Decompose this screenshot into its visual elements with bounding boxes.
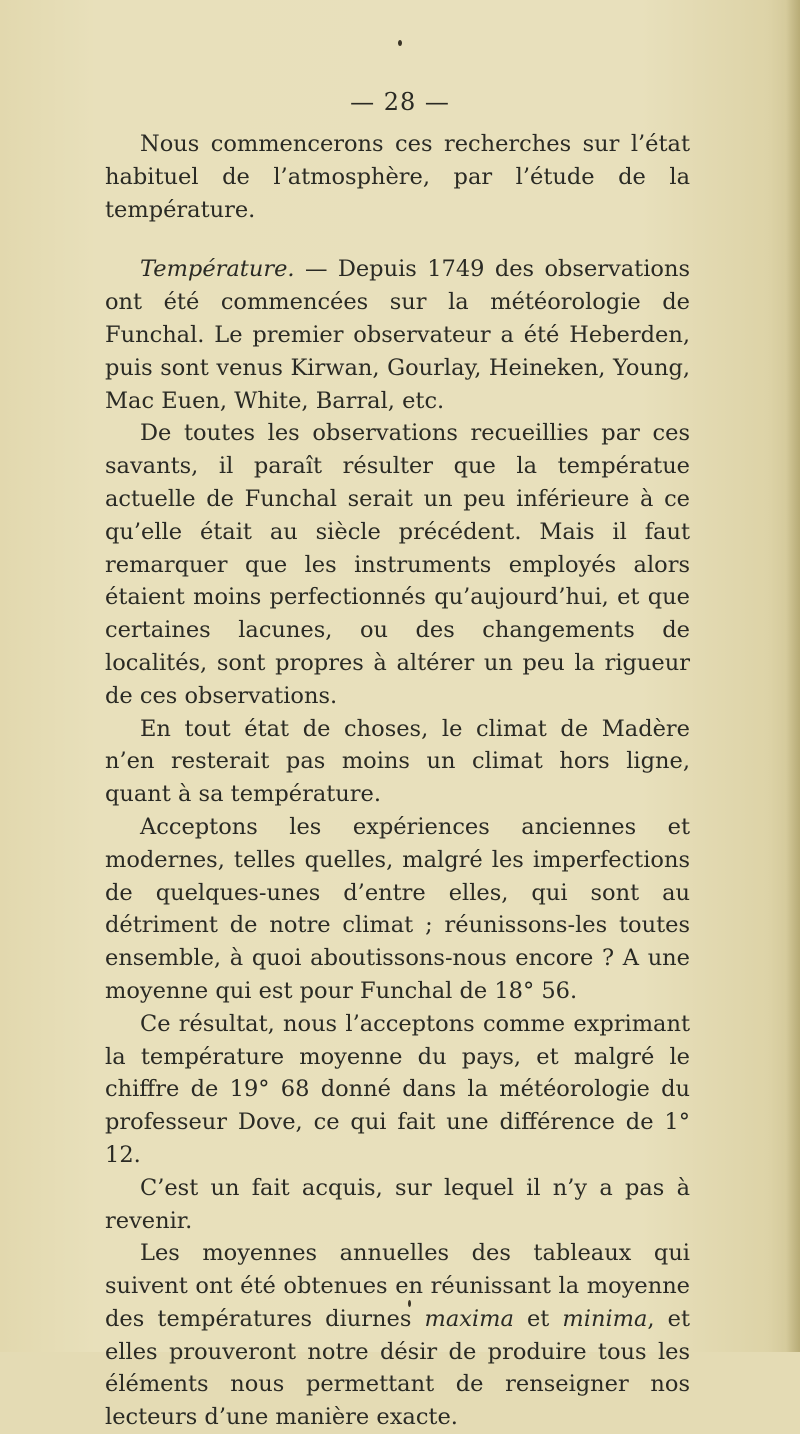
paragraph-moyennes-text-before: Les moyennes annuelles des tableaux qui suivent ont été obtenues en réunissant la moyenne des températures diurnes bbox=[105, 1240, 690, 1332]
paragraph-temperature bbox=[105, 253, 690, 417]
paragraph-moyennes-text-middle: et bbox=[513, 1305, 563, 1332]
paragraph-moyennes-text-after: , et elles prouveront notre désir de produire tous les éléments nous permettant de renseigner nos lecteurs d’une manière exacte. bbox=[105, 1305, 690, 1431]
term-minima: minima bbox=[562, 1305, 648, 1332]
paragraph-observations: De toutes les observations recueillies par ces savants, il paraît résulter que la températue actuelle de Funchal serait un peu inférieure à ce qu’elle était au siècle précédent. Mais il faut remarquer que les instruments employés alors étaient moins perfectionnés qu’aujourd’hui, et que certaines lacunes, ou des changements de localités, sont propres à altérer un peu la rigueur de ces observations. bbox=[105, 420, 690, 709]
page-number: — 28 — bbox=[350, 88, 450, 116]
paragraph-acceptons: Acceptons les expériences anciennes et modernes, telles quelles, malgré les imperfections de quelques-unes d’entre elles, qui sont au détriment de notre climat ; réunissons-les toutes ensemble, à quoi aboutissons-nous encore ? A une moyenne qui est pour Funchal de 18° 56. bbox=[105, 813, 690, 1004]
page-spine-shadow bbox=[786, 0, 800, 1352]
section-heading-temperature: Température. bbox=[140, 256, 295, 283]
paragraph-temperature-text: — Depuis 1749 des observations ont été commencées sur la météorologie de Funchal. Le premier observateur a été Heberden, puis sont venus Kirwan, Gourlay, Heineken, Young, Mac Euen, White, Barral, etc. bbox=[105, 256, 690, 414]
term-maxima: maxima bbox=[424, 1305, 514, 1332]
paragraph-moyennes bbox=[105, 1237, 690, 1434]
paragraph-intro: Nous commencerons ces recherches sur l’état habituel de l’atmosphère, par l’étude de la température. bbox=[105, 131, 690, 223]
paragraph-fait-acquis: C’est un fait acquis, sur lequel il n’y a pas à revenir. bbox=[105, 1174, 690, 1234]
ink-speck bbox=[398, 40, 402, 46]
body-text bbox=[105, 128, 690, 1434]
paragraph-resultat: Ce résultat, nous l’acceptons comme exprimant la température moyenne du pays, et malgré le chiffre de 19° 68 donné dans la météorologie du professeur Dove, ce qui fait une différence de 1° 12. bbox=[105, 1010, 690, 1168]
paragraph-climat: En tout état de choses, le climat de Madère n’en resterait pas moins un climat hors ligne, quant à sa température. bbox=[105, 715, 690, 808]
